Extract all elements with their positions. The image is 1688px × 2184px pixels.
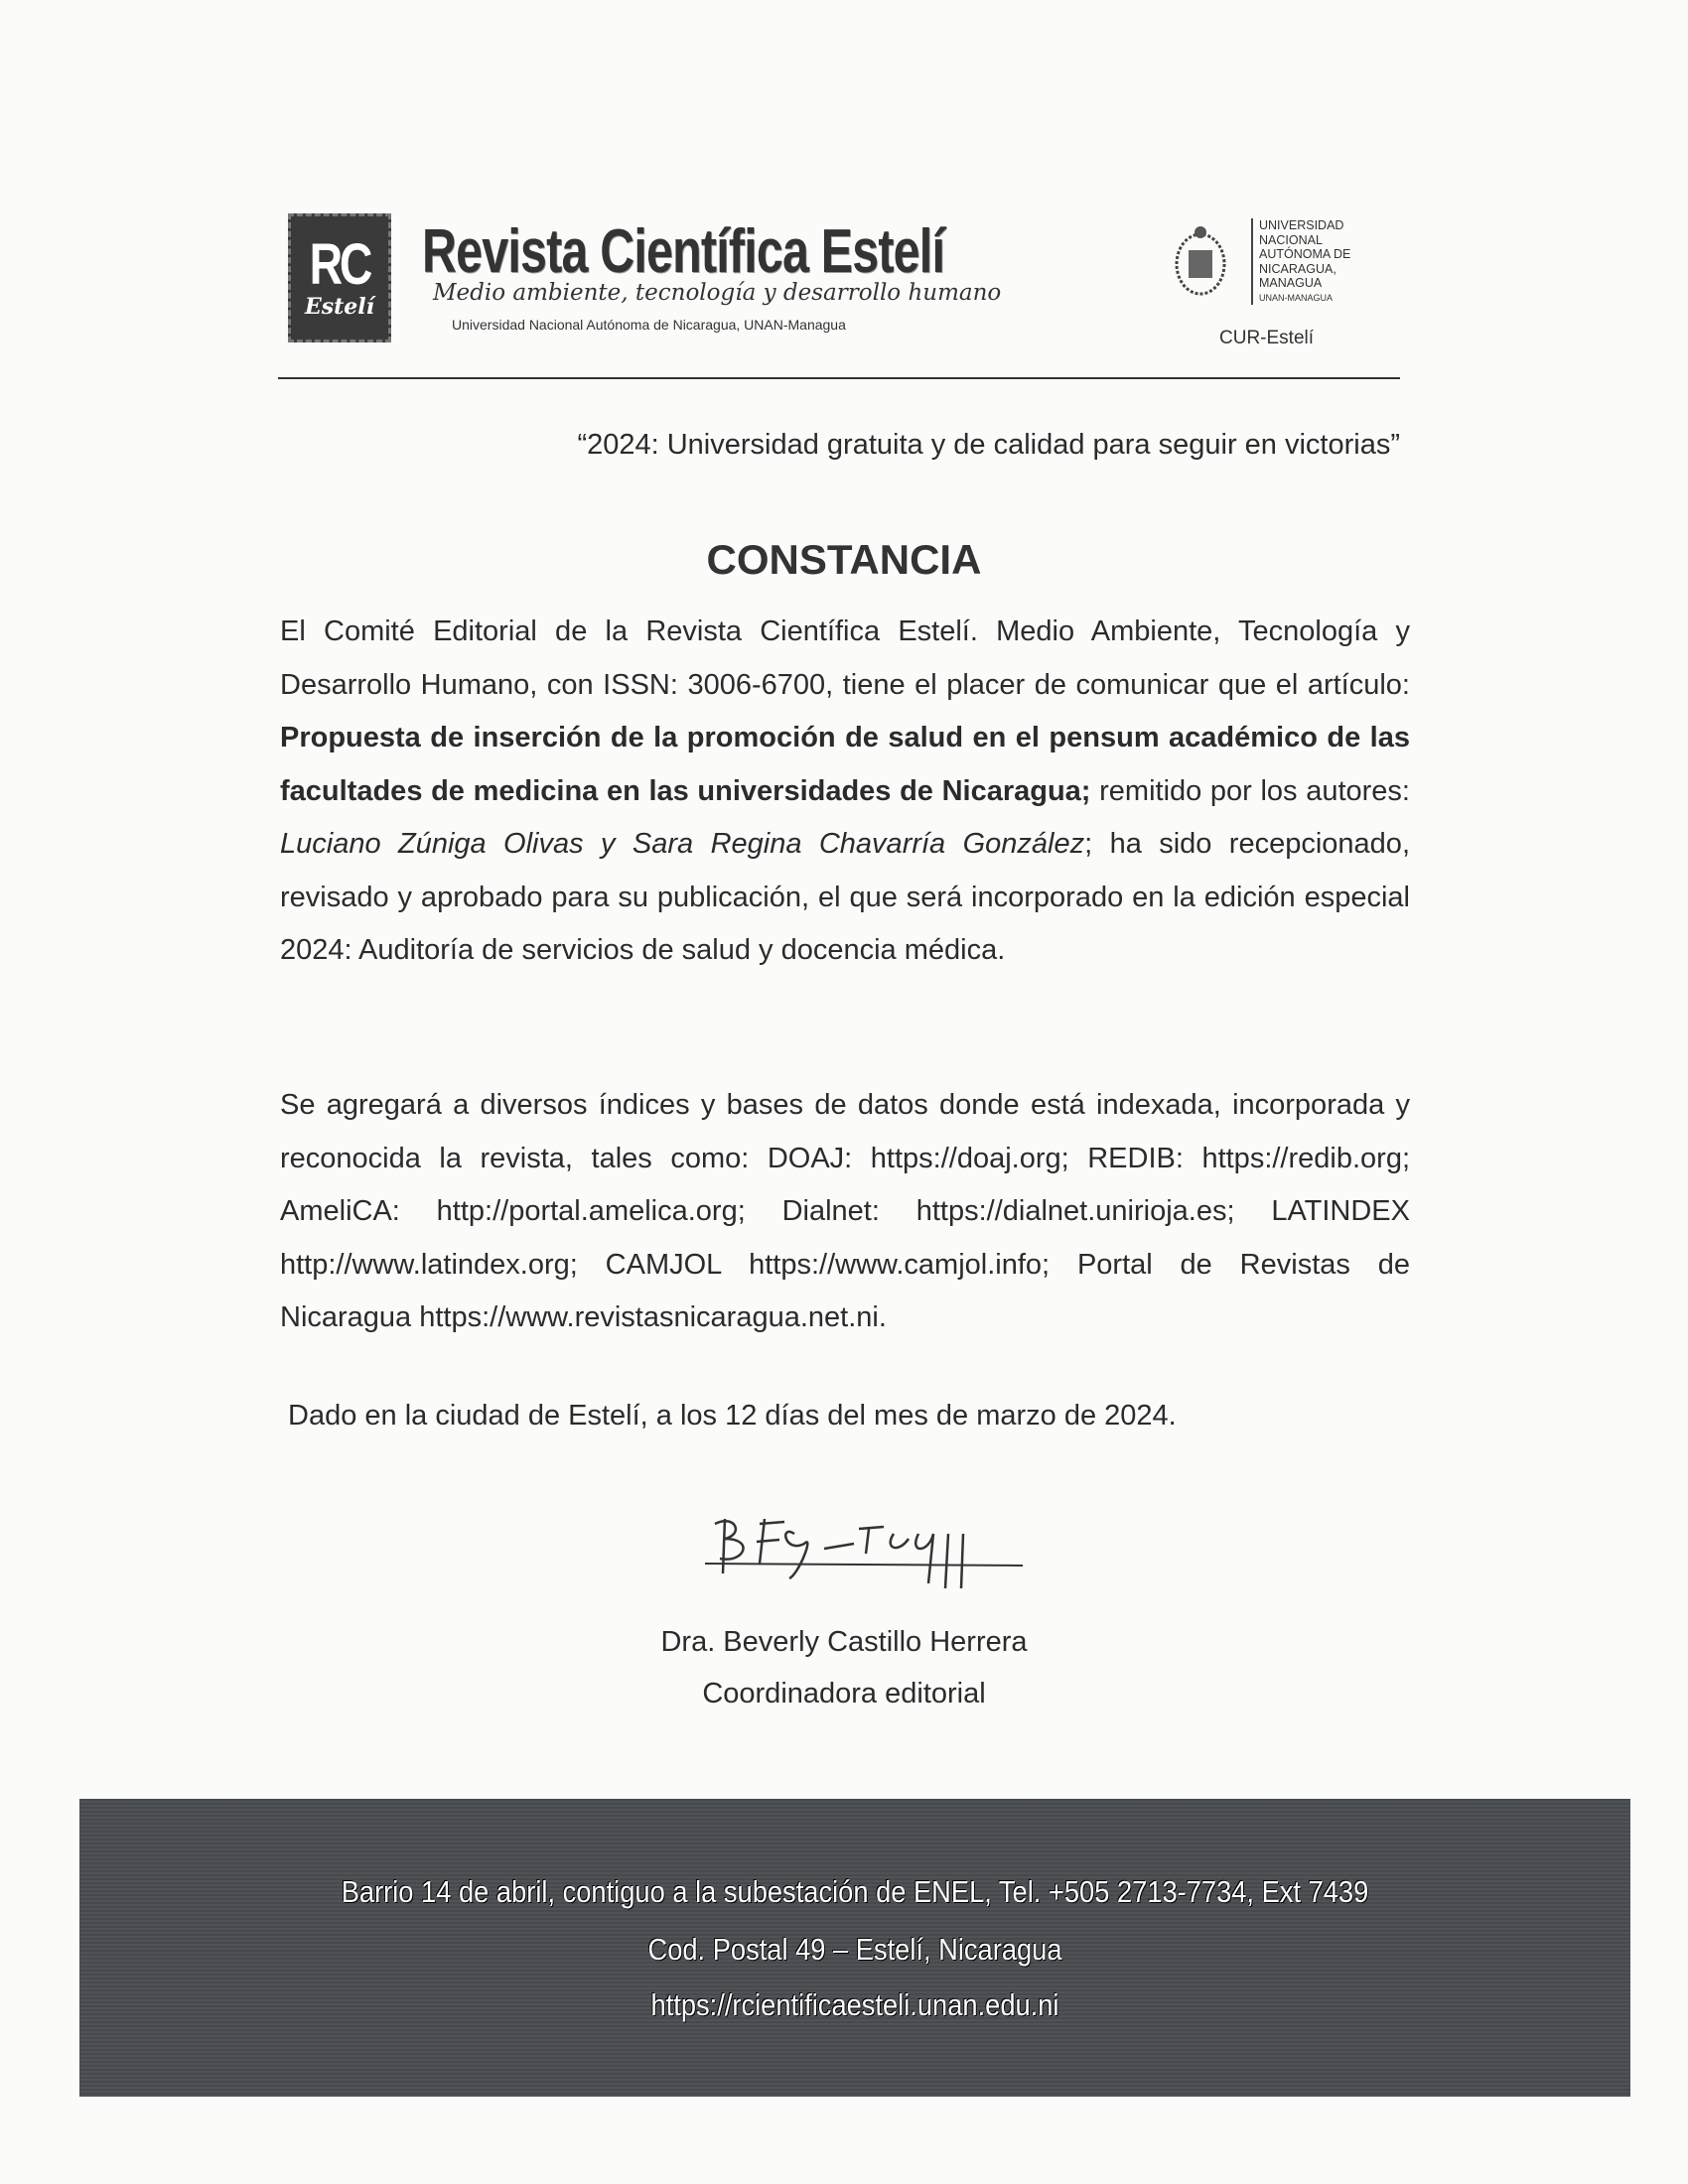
signer-block xyxy=(0,1616,1688,1719)
unan-line: NICARAGUA, xyxy=(1259,261,1336,276)
unan-line: UNIVERSIDAD xyxy=(1259,218,1344,232)
unan-short: UNAN-MANAGUA xyxy=(1259,292,1334,303)
authors: Luciano Zúniga Olivas y Sara Regina Chavarría González xyxy=(280,828,1085,860)
paragraph-approval xyxy=(280,606,1410,978)
motto: “2024: Universidad gratuita y de calidad para seguir en victorias” xyxy=(577,429,1400,461)
text: ; ha sido recepcionado, revisado y aprobado para su publicación, el que será incorporado en la edición especial 2024: Auditoría de servicios de salud y docencia médica. xyxy=(280,828,1410,966)
footer xyxy=(79,1799,1630,2097)
signer-name: Dra. Beverly Castillo Herrera xyxy=(660,1626,1028,1658)
footer-url[interactable]: https://rcientificaesteli.unan.edu.ni xyxy=(650,1987,1059,2022)
unan-line: NACIONAL xyxy=(1259,232,1323,247)
text: remitido por los autores: xyxy=(1090,774,1410,807)
article-title: Propuesta de inserción de la promoción de salud en el pensum académico de las facultades de medicina en las universidades de Nicaragua; xyxy=(280,722,1410,807)
university-name xyxy=(1251,218,1350,305)
unan-line: AUTÓNOMA DE xyxy=(1259,247,1351,261)
footer-address: Barrio 14 de abril, contiguo a la subestación de ENEL, Tel. +505 2713-7734, Ext 7439 xyxy=(341,1874,1369,1909)
unan-line: MANAGUA xyxy=(1259,276,1323,290)
journal-tagline: Medio ambiente, tecnología y desarrollo humano xyxy=(433,280,1002,306)
paragraph-indexing: Se agregará a diversos índices y bases de datos donde está indexada, incorporada y reconocida la revista, tales como: DOAJ: https://doaj.org; REDIB: https://redib.org; AmeliCA: http://portal.amelica.org; Dialnet: https://dialnet.unirioja.es; LATINDEX http://www.latindex.org; CAMJOL https://www.camjol.info; Portal de Revistas de Nicaragua https://www.revistasnicaragua.net.ni. xyxy=(280,1089,1410,1333)
signer-role: Coordinadora editorial xyxy=(702,1678,986,1709)
header-divider xyxy=(278,377,1400,379)
journal-title: Revista Científica Estelí xyxy=(422,217,945,286)
logo-subtext: Estelí xyxy=(304,294,375,320)
university-seal-icon xyxy=(1172,220,1229,302)
logo-text: RC xyxy=(309,232,370,297)
footer-postal: Cod. Postal 49 – Estelí, Nicaragua xyxy=(647,1932,1062,1967)
journal-logo xyxy=(288,213,391,342)
date-line: Dado en la ciudad de Estelí, a los 12 días del mes de marzo de 2024. xyxy=(288,1400,1177,1432)
campus-name: CUR-Estelí xyxy=(1219,328,1315,348)
document-title: CONSTANCIA xyxy=(706,536,982,583)
text: El Comité Editorial de la Revista Científica Estelí. Medio Ambiente, Tecnología y Desarrollo Humano, con ISSN: 3006-6700, tiene el placer de comunicar que el artículo: xyxy=(280,615,1410,701)
institution-line: Universidad Nacional Autónoma de Nicaragua, UNAN-Managua xyxy=(452,317,846,333)
handwritten-signature xyxy=(685,1494,1043,1598)
